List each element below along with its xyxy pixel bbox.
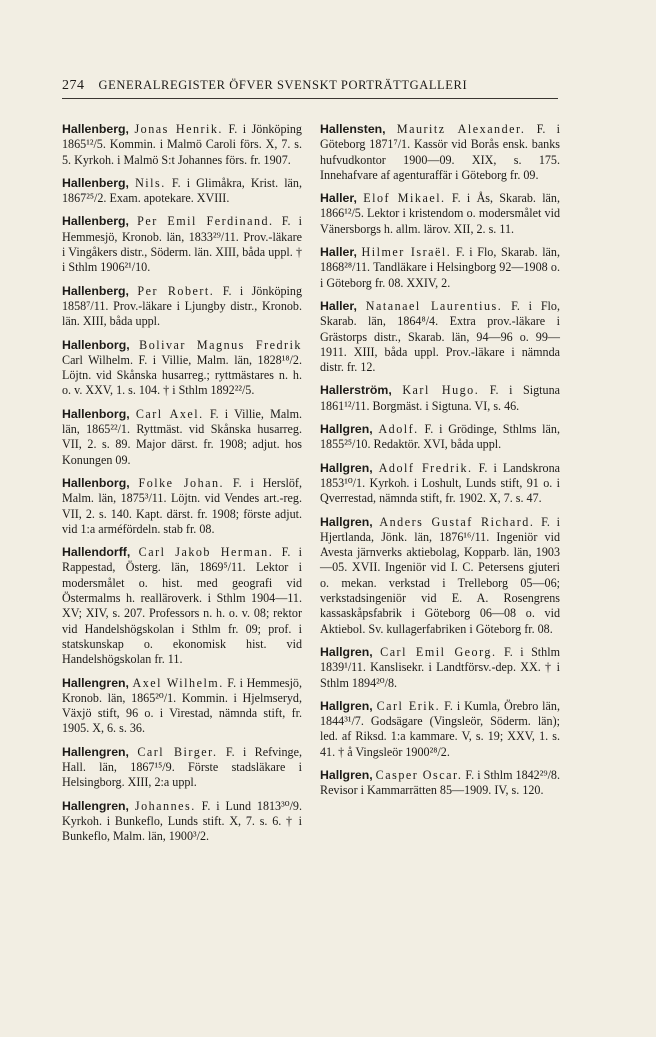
left-column [62, 122, 302, 852]
entry-surname: Hallgren, [320, 460, 373, 475]
register-entry [320, 299, 560, 375]
entry-text: F. i Ås, Skarab. län, 1866¹²/5. Lektor i kristendom o. modersmålet vid Vänersborgs h. allm. lärov. XII, 2. s. 11. [320, 191, 560, 236]
entry-surname: Hallenborg, [62, 337, 130, 352]
entry-given-names: Per Robert. [137, 283, 215, 298]
register-entry [62, 676, 302, 737]
entry-text: F. i Rappestad, Österg. län, 1869⁵/11. Lektor i modersmålet o. hist. med geografi vid Östermalms h. realläroverk. i Sthlm 1904—11. XV; XIV, s. 207. Professors n. h. o. v. 08; rektor vid Handelshögskolan i Sthlm fr. 09; prof. i statskunskap o. ekonomisk hist. vid Handelshögskolan fr. 11. [62, 545, 303, 667]
entry-surname: Hallenberg, [62, 122, 129, 136]
entry-text: F. i Sthlm 1839¹/11. Kanslisekr. i Landtförsv.-dep. XX. † i Sthlm 1894²⁰/8. [320, 644, 560, 690]
entry-given-names: Folke Johan. [138, 475, 225, 490]
entry-text: F. i Hemmesjö, Kronob. län, 1865²⁰/1. Kommin. i Hjelmseryd, Växjö stift, 96 o. i Virestad, nämnda stift, fr. 1905. X, 6. s. 36. [62, 675, 302, 736]
entry-surname: Hallengren, [62, 798, 129, 813]
register-entry [62, 407, 302, 468]
entry-text: F. i Flo, Skarab. län, 1868²⁸/11. Tandläkare i Helsingborg 92—1908 o. i Göteborg fr. 08. XXIV, 2. [320, 245, 560, 290]
entry-given-names: Anders Gustaf Richard. [379, 514, 535, 529]
entry-given-names: Karl Hugo. [402, 383, 480, 398]
entry-given-names: Bolivar Magnus Fredrik [139, 337, 302, 352]
entry-given-names: Elof Mikael. [363, 191, 446, 206]
entry-surname: Hallengren, [62, 744, 129, 759]
register-entry [62, 545, 302, 667]
entry-surname: Hallgren, [320, 698, 373, 713]
register-entry [62, 476, 302, 537]
entry-text: F. i Sthlm 1842²⁹/8. Revisor i Kammarrätten 85—1909. IV, s. 120. [320, 767, 560, 798]
entry-surname: Haller, [320, 245, 357, 260]
entry-given-names: Carl Birger. [137, 744, 218, 759]
entry-surname: Hallenberg, [62, 283, 129, 298]
entry-text: F. i Herslöf, Malm. län, 1875³/11. Löjtn. vid Vendes art.-reg. VII, 2. s. 140. Kapt. därst. fr. 1908; förste adjut. vid 1:a arméfördeln. stab fr. 08. [62, 475, 302, 536]
entry-text: F. i Hemmesjö, Kronob. län, 1833²⁹/11. Prov.-läkare i Vingåkers distr., Söderm. län. XIII, båda uppl. † i Sthlm 1906²¹/10. [62, 214, 302, 275]
entry-given-names: Mauritz Alexander. [396, 122, 526, 136]
entry-surname: Haller, [320, 298, 357, 313]
entry-given-names: Jonas Henrik. [134, 122, 223, 136]
entry-surname: Hallenborg, [62, 406, 130, 421]
entry-given-names: Nils. [135, 175, 166, 190]
entry-text: F. i Flo, Skarab. län, 1864⁸/4. Extra prov.-läkare i Grästorps distr., Skarab. län, 94—96 o. 99—1911. XIII, båda uppl. Prov.-läkare i nämnda distr. fr. 12. [320, 298, 560, 375]
entry-given-names: Adolf. [378, 422, 419, 437]
register-entry [62, 284, 302, 330]
entry-given-names: Natanael Laurentius. [365, 298, 503, 313]
register-entry [62, 799, 302, 845]
entry-text: F. i Refvinge, Hall. län, 1867¹⁵/9. Förste stadsläkare i Helsingborg. XIII, 2:a uppl. [62, 744, 302, 790]
entry-text: F. i Hjertlanda, Jönk. län, 1876¹⁶/11. Ingeniör vid Avesta järnverks aktiebolag, Kopparb. län, 1903—05. XVII. Ingeniör vid I. C. Petersens gjuteri o. mekan. verkstad i Trelleborg 05—06; verkstadsingeniör vid E. A. Rosengrens kassaskåpsfabrik i Göteborg 06—08 o. vid Aktiebol. Sv. kullagerfabriken i Göteborg fr. 08. [320, 514, 560, 636]
entry-text: F. i Glimåkra, Krist. län, 1867²⁵/2. Exam. apotekare. XVIII. [62, 175, 302, 206]
entry-text: F. i Jönköping 1858⁷/11. Prov.-läkare i Ljungby distr., Kronob. län. XIII, båda uppl. [62, 283, 302, 329]
entry-surname: Hallgren, [320, 422, 373, 437]
entry-text: F. i Sigtuna 1861¹²/11. Borgmäst. i Sigtuna. VI, s. 46. [320, 383, 560, 413]
entry-given-names: Casper Oscar. [375, 767, 463, 782]
entry-surname: Hallgren, [320, 514, 373, 529]
register-entry [320, 422, 560, 453]
register-entry [320, 245, 560, 291]
entry-given-names: Carl Erik. [376, 698, 441, 713]
register-entry [320, 515, 560, 637]
register-entry [320, 461, 560, 507]
entry-text: F. i Jönköping 1865¹²/5. Kommin. i Malmö Caroli förs. X, 7. s. 5. Kyrkoh. i Malmö S:t Johannes förs. fr. 1907. [62, 122, 302, 167]
entry-surname: Hallenborg, [62, 475, 130, 490]
register-entry [320, 768, 560, 799]
entry-surname: Hallenberg, [62, 214, 129, 229]
entry-surname: Hallgren, [320, 644, 373, 659]
header-rule [62, 98, 558, 99]
register-entry [62, 338, 302, 399]
entry-given-names: Axel Wilhelm. [132, 675, 224, 690]
running-title: GENERALREGISTER ÖFVER SVENSKT PORTRÄTTGALLERI [98, 78, 468, 92]
register-entry [320, 122, 560, 183]
entry-text: F. i Lund 1813³⁰/9. Kyrkoh. i Bunkeflo, Lunds stift. X, 7. s. 6. † i Bunkeflo, Malm. län, 1900³/2. [62, 798, 302, 844]
entry-given-names: Hilmer Israël. [361, 245, 452, 260]
page-header [62, 78, 560, 94]
register-entry [320, 383, 560, 414]
entry-given-names: Johannes. [134, 798, 196, 813]
entry-surname: Hallgren, [320, 767, 373, 782]
entry-surname: Hallerström, [320, 383, 392, 398]
right-column [320, 122, 560, 807]
entry-given-names: Carl Jakob Herman. [138, 545, 274, 560]
register-entry [62, 214, 302, 275]
register-entry [62, 122, 302, 168]
entry-text: F. i Villie, Malm. län, 1865²²/1. Ryttmäst. vid Skånska husarreg. VII, 2. s. 89. Major därst. fr. 1908; adjut. hos Konungen 09. [62, 406, 302, 467]
register-entry [320, 191, 560, 237]
entry-text: F. i Grödinge, Sthlms län, 1855²⁵/10. Redaktör. XVI, båda uppl. [320, 422, 560, 452]
entry-surname: Hallensten, [320, 122, 386, 136]
entry-text: Carl Wilhelm. F. i Villie, Malm. län, 1828¹⁸/2. Löjtn. vid Skånska husarreg.; ryttmästares n. h. o. v. XXV, 1. s. 104. † i Sthlm 1892²²/5. [62, 352, 302, 398]
entry-text: F. i Landskrona 1853¹⁰/1. Kyrkoh. i Loshult, Lunds stift, 91 o. i Qverrestad, nämnda stift, fr. 1902. X, 7. s. 47. [320, 460, 560, 506]
page-number: 274 [62, 78, 85, 93]
entry-surname: Hallengren, [62, 675, 129, 690]
register-entry [62, 176, 302, 207]
entry-given-names: Carl Axel. [135, 406, 204, 421]
entry-text: F. i Göteborg 1871⁷/1. Kassör vid Borås ensk. banks hufvudkontor 1900—09. XIX, s. 175. Innehafvare af agenturaffär i Göteborg fr. 09. [320, 122, 560, 182]
entry-given-names: Adolf Fredrik. [378, 460, 473, 475]
entry-surname: Hallenberg, [62, 175, 129, 190]
entry-surname: Haller, [320, 191, 357, 206]
register-entry [320, 645, 560, 691]
entry-given-names: Per Emil Ferdinand. [137, 214, 274, 229]
entry-text: F. i Kumla, Örebro län, 1844³¹/7. Godsägare (Vingsleör, Söderm. län); led. af Riksd. 1:a kammare. V, s. 19; XXV, 1. s. 41. † å Vingsleör 1900²⁸/2. [320, 698, 560, 759]
entry-given-names: Carl Emil Georg. [380, 644, 497, 659]
register-entry [320, 699, 560, 760]
register-entry [62, 745, 302, 791]
entry-surname: Hallendorff, [62, 545, 131, 560]
